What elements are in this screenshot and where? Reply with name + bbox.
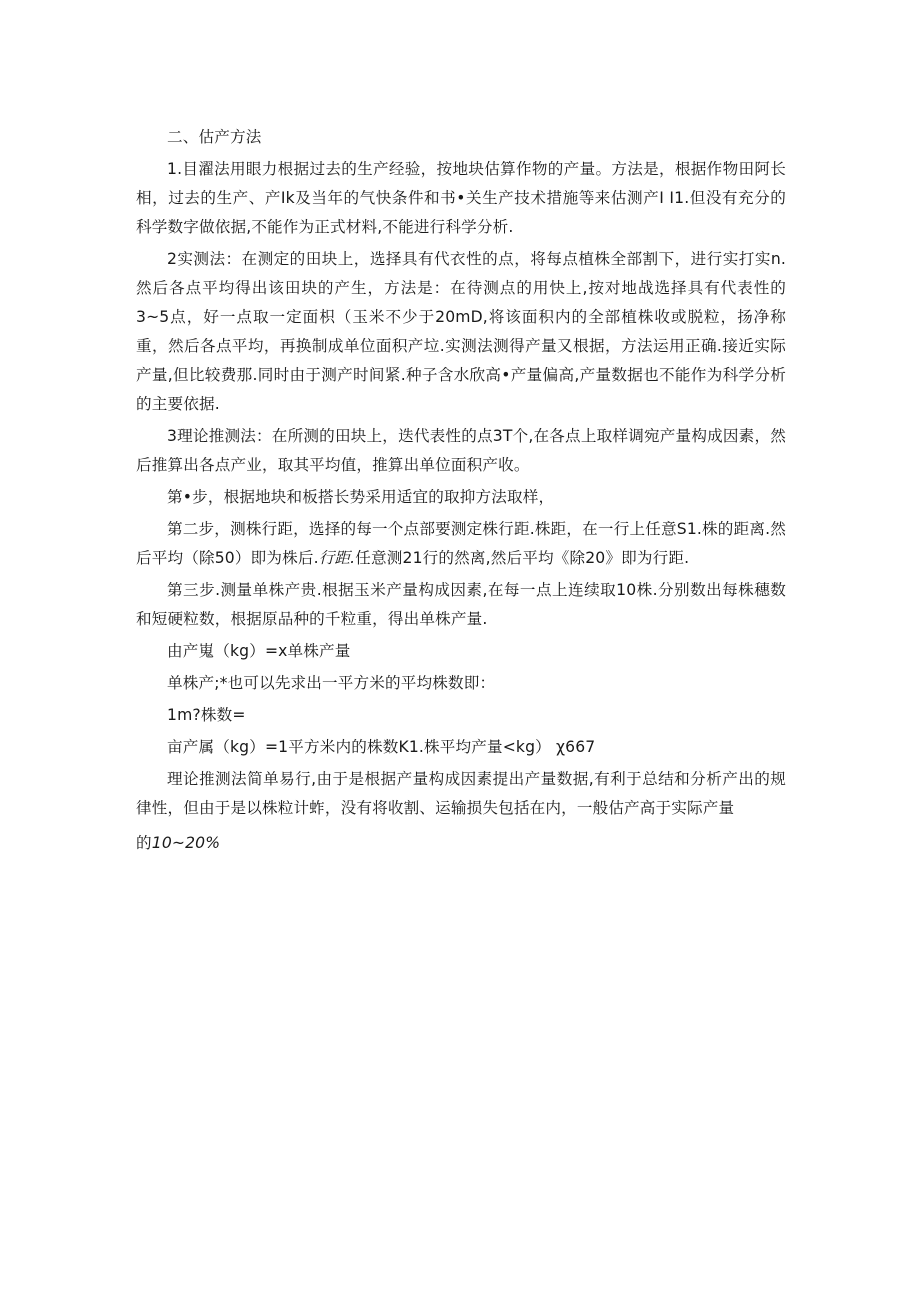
formula-mu-yield: 亩产属（kg）=1平方米内的株数K1.株平均产量<kg） χ667 xyxy=(167,738,596,756)
formula-plant-yield: 单株产;*也可以先求出一平方米的平均株数即： xyxy=(167,674,496,692)
paragraph-visual-method: 1.目濯法用眼力根据过去的生产经验，按地块估算作物的产量。方法是，根据作物田阿长相，过去的生产、产Ik及当年的气快条件和书•关生产技术措施等来估测产I I1.但没有充分的科学数字做依据,不能作为正式材料,不能进行科学分析. xyxy=(136,160,786,236)
paragraph-step-three: 第三步.测量单株产贵.根据玉米产量构成因素,在每一点上连续取10株.分别数出每株穗数和短硬粒数，根据原品种的千粒重，得出单株产量. xyxy=(136,581,786,628)
paragraph-step-two xyxy=(136,515,786,573)
document-body xyxy=(136,123,786,858)
formula-yield: 由产嵬（kg）=x单株产量 xyxy=(167,642,351,660)
step-two-row-spacing: 行距. xyxy=(318,549,356,567)
paragraph-step-one: 第•步，根据地块和板搭长势采用适宜的取抑方法取样， xyxy=(167,488,555,506)
conclusion-prefix: 的 xyxy=(136,834,152,852)
paragraph-conclusion-end xyxy=(136,829,786,858)
formula-plant-count: 1m?株数= xyxy=(167,706,246,724)
section-heading: 二、估产方法 xyxy=(167,128,262,146)
step-two-text-b: 任意测21行的然离,然后平均《除20》即为行距. xyxy=(355,549,690,567)
paragraph-theory-method: 3理论推测法：在所测的田块上，迭代表性的点3T个,在各点上取样调宛产量构成因素，然后推算出各点产业，取其平均值，推算出单位面积产收。 xyxy=(136,427,786,474)
conclusion-percentage: 10~20% xyxy=(151,834,221,852)
step-two-text-a: 第二步，测株行距，选择的每一个点部要测定株行距.株距，在一行上任意S1.株的距离.然后平均（除50）即为株后. xyxy=(136,520,786,567)
paragraph-conclusion: 理论推测法简单易行,由于是根据产量构成因素提出产量数据,有利于总结和分析产出的规律性，但由于是以株粒计蚱，没有将收割、运输损失包括在内，一般估产高于实际产量 xyxy=(136,770,786,817)
paragraph-measurement-method: 2实测法：在测定的田块上，选择具有代衣性的点，将每点植株全部割下，进行实打实n.然后各点平均得出该田块的产生，方法是：在待测点的用快上,按对地战选择具有代表性的3~5点，好一点取一定面枳（玉米不少于20mD,将该面积内的全部植株收或脱粒，扬净称重，然后各点平均，再换制成单位面积产垃.实测法测得产量又根据，方法运用正确.接近实际产量,但比较费那.同时由于测产时间紧.种子含水欣高•产量偏高,产量数据也不能作为科学分析的主要依据. xyxy=(136,250,786,413)
